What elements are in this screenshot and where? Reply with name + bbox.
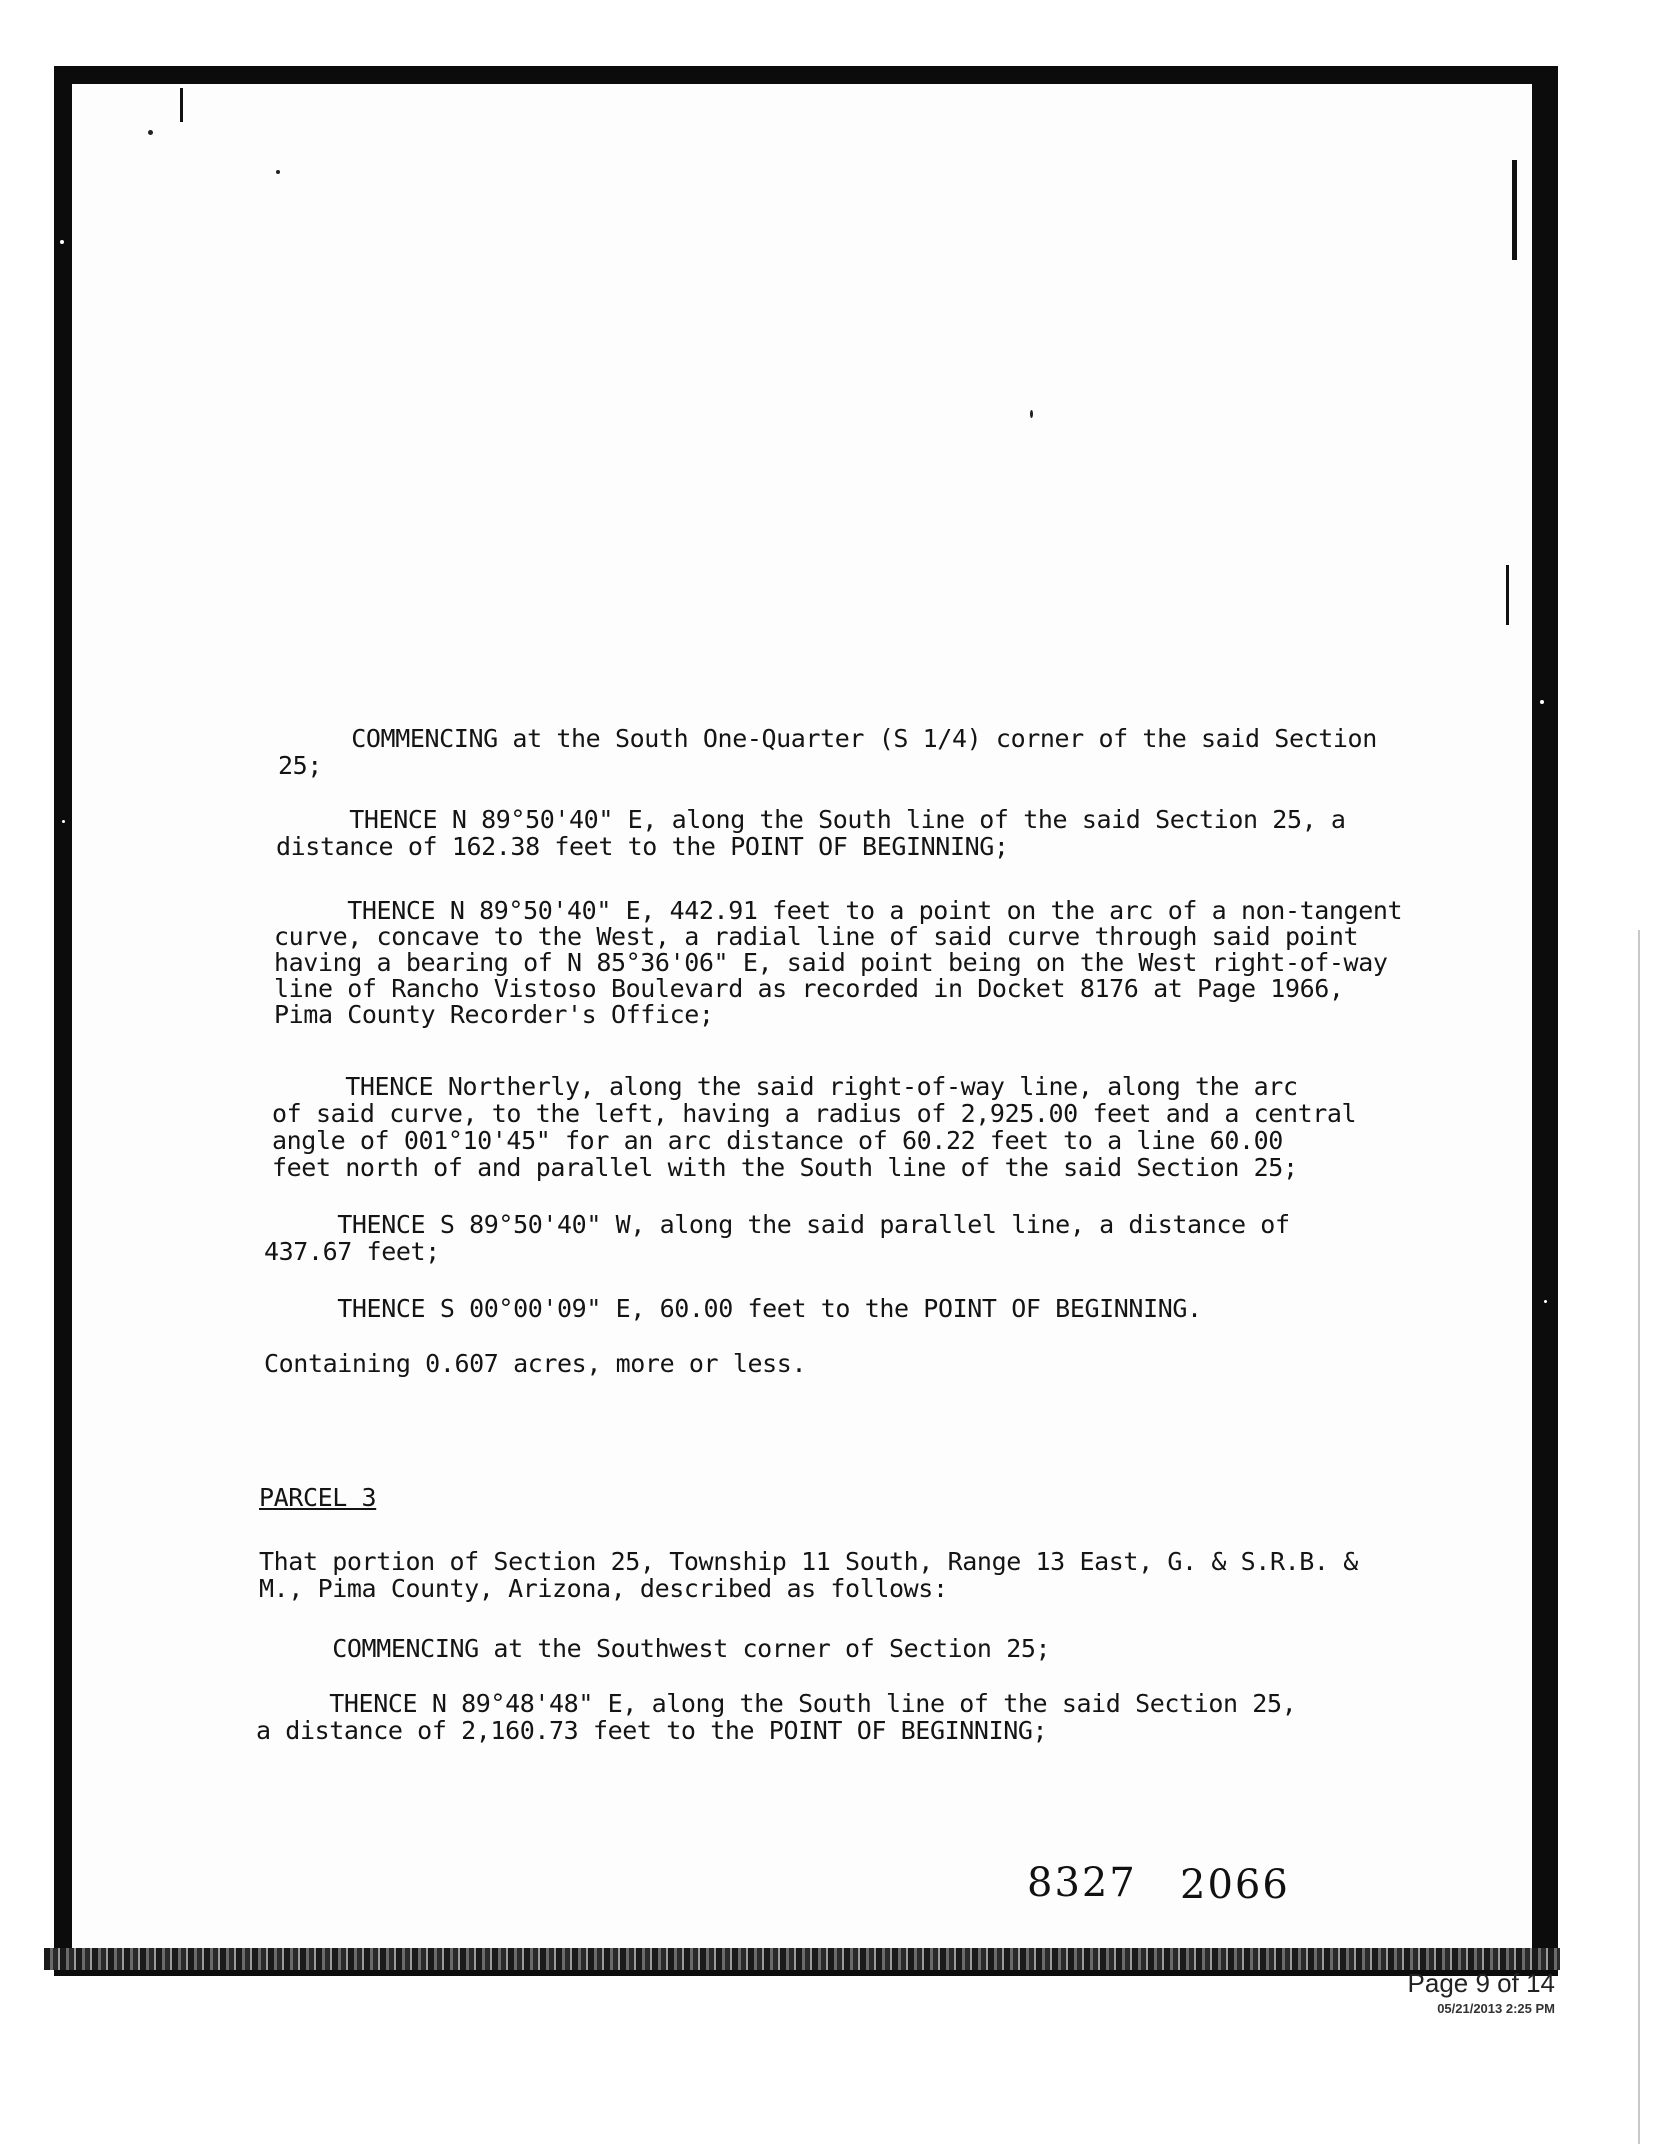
scan-artifact xyxy=(1030,410,1033,418)
paragraph-thence-2: THENCE N 89°50'40" E, 442.91 feet to a point on the arc of a non-tangent curve, concave to the West, a radial line of said curve through said point having a bearing of N 85°36'06" E, said point being on the West right-of-way line of Rancho Vistoso Boulevard as recorded in Docket 8176 at Page 1966, Pima County Recorder's Office; xyxy=(274,896,1403,1029)
scan-artifact xyxy=(180,88,183,122)
paragraph-thence-northerly: THENCE Northerly, along the said right-of-way line, along the arc of said curve, to the left, having a radius of 2,925.00 feet and a central angle of 001°10'45" for an arc distance of 60.22 feet to a line 60.00 feet north of and parallel with the South line of the said Section 25; xyxy=(272,1072,1357,1182)
scan-noise xyxy=(44,1948,1560,1970)
paragraph-thence-pob: THENCE S 00°00'09" E, 60.00 feet to the POINT OF BEGINNING. xyxy=(264,1294,1202,1323)
scan-artifact xyxy=(62,820,65,823)
scan-artifact xyxy=(1506,565,1509,625)
scan-artifact xyxy=(1544,1300,1547,1303)
parcel-heading: PARCEL 3 xyxy=(259,1483,377,1512)
scan-artifact xyxy=(148,130,153,135)
scan-artifact xyxy=(60,240,64,244)
scan-artifact xyxy=(276,170,280,174)
edge-rule xyxy=(1638,930,1640,2144)
page-indicator: Page 9 of 14 xyxy=(1407,1968,1555,1998)
parcel-commencing: COMMENCING at the Southwest corner of Section 25; xyxy=(259,1634,1051,1663)
parcel-description: That portion of Section 25, Township 11 South, Range 13 East, G. & S.R.B. & M., Pima County, Arizona, described as follows: xyxy=(259,1547,1358,1603)
docket-number: 8327 xyxy=(1027,1860,1137,1906)
print-timestamp: 05/21/2013 2:25 PM xyxy=(1437,2001,1555,2016)
paragraph-commencing: COMMENCING at the South One-Quarter (S 1/4) corner of the said Section 25; xyxy=(278,724,1377,780)
scan-artifact xyxy=(1540,700,1544,704)
scan-artifact xyxy=(1512,160,1517,260)
parcel-thence: THENCE N 89°48'48" E, along the South line of the said Section 25, a distance of 2,160.73 feet to the POINT OF BEGINNING; xyxy=(256,1689,1297,1745)
docket-page: 2066 xyxy=(1180,1862,1290,1908)
acreage-line: Containing 0.607 acres, more or less. xyxy=(264,1349,807,1378)
paragraph-thence-parallel: THENCE S 89°50'40" W, along the said parallel line, a distance of 437.67 feet; xyxy=(264,1210,1290,1266)
paragraph-thence-1: THENCE N 89°50'40" E, along the South line of the said Section 25, a distance of 162.38 feet to the POINT OF BEGINNING; xyxy=(276,805,1346,861)
